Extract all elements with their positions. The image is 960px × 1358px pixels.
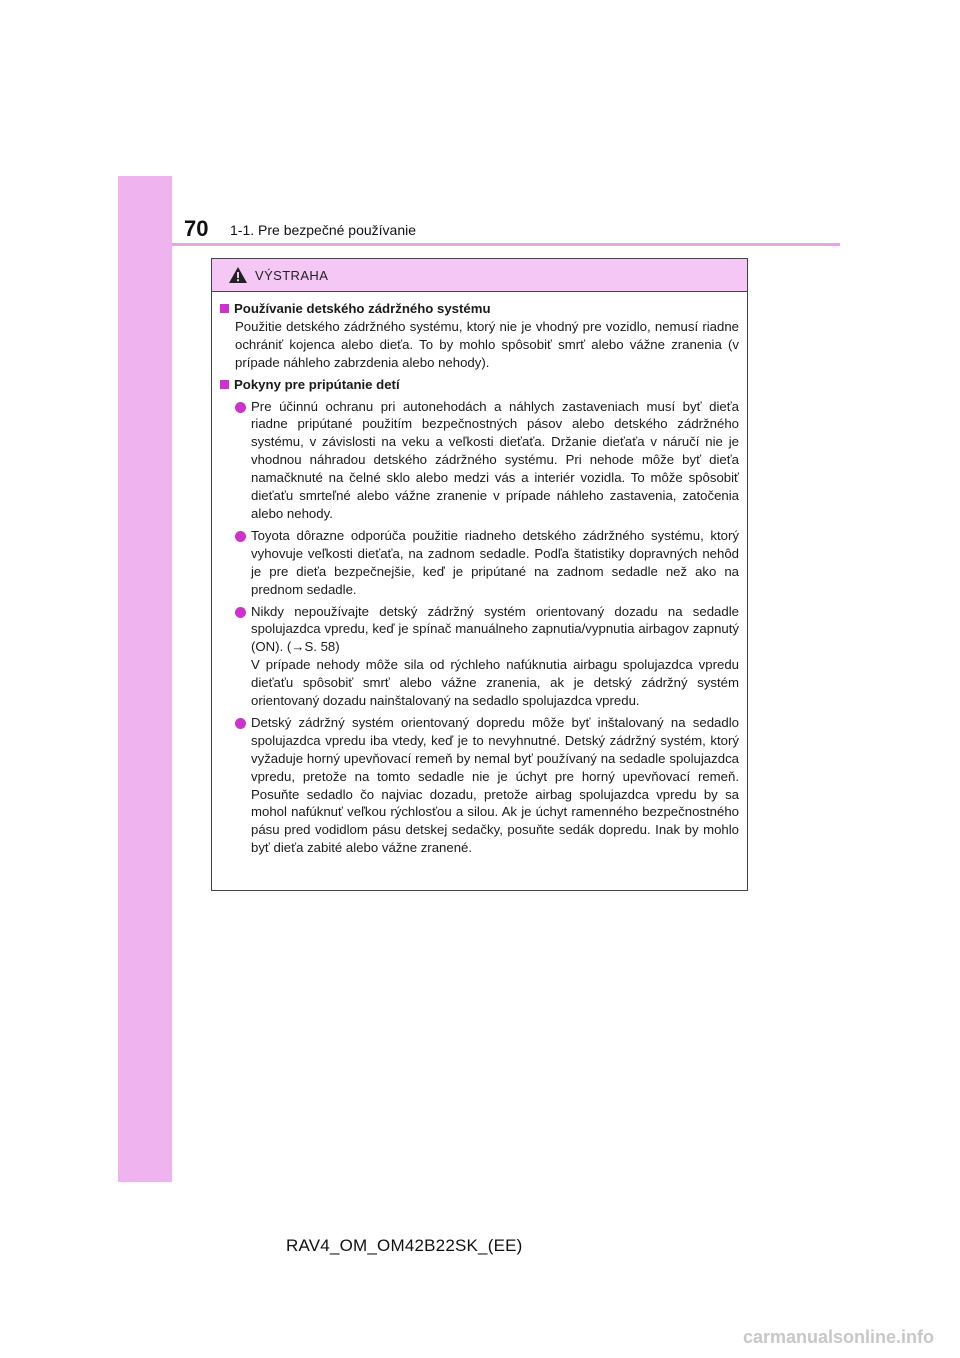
document-code: RAV4_OM_OM42B22SK_(EE) (286, 1236, 523, 1255)
list-item-text: Detský zádržný systém orientovaný dopredu môže byť inštalovaný na sedadlo spolujazdca vpredu iba vtedy, keď je to nevyhnutné. Detský zádržný systém, ktorý vyžaduje horný upevňovací remeň by nemal byť používaný na sedadle spolujazdca vpredu, pretože na tomto sedadle nie je úchyt pre horný upevňovací remeň. Posuňte sedadlo čo najviac dozadu, pretože airbag spolujazdca vpredu by sa mohol nafúknuť veľkou rýchlosťou a silou. Ak je úchyt ramenného bezpečnostného pásu pred vodidlom pásu detskej sedačky, posuňte sedák dopredu. Inak by mohlo byť dieťa zabité alebo vážne zranené. (251, 714, 739, 856)
list-item-text: Nikdy nepoužívajte detský zádržný systém orientovaný dozadu na sedadle spolujazdca vpredu, keď je spínač manuálneho zapnutia/vypnutia airbagov zapnutý (ON). (→S. 58) V prípade nehody môže sila od rýchleho nafúknutia airbagu spolujazdca vpredu dieťaťu spôsobiť smrť alebo vážne zranenia, ak je detský zádržný systém orientovaný dozadu nainštalovaný na sedadlo spolujazdca vpredu. (251, 603, 739, 709)
header-divider (172, 243, 840, 246)
page-number: 70 (184, 216, 209, 241)
section-heading-text: Pokyny pre pripútanie detí (234, 376, 400, 392)
circle-bullet-icon (235, 718, 246, 729)
section-heading-text: Používanie detského zádržného systému (234, 301, 491, 316)
section-heading-child-restraint-use (220, 300, 739, 318)
square-bullet-icon (220, 380, 229, 389)
warning-box (211, 258, 748, 891)
warning-body (212, 292, 747, 857)
list-item-text: Pre účinnú ochranu pri autonehodách a náhlych zastaveniach musí byť dieťa riadne pripútané použitím bezpečnostných pásov alebo detského zádržného systému, v závislosti na veku a veľkosti dieťaťa. Držanie dieťaťa v náručí nie je vhodnou náhradou detského zádržného systému. Pri nehode môže byť dieťa namačknuté na čelné sklo alebo medzi vás a interiér vozidla. To môže spôsobiť dieťaťu smrteľné alebo vážne zranenie v prípade náhleho zastavenia, zatočenia alebo nehody. (251, 398, 739, 521)
warning-header (212, 259, 747, 292)
list-item-text: Toyota dôrazne odporúča použitie riadneho detského zádržného systému, ktorý vyhovuje veľkosti dieťaťa, na zadnom sedadle. Podľa štatistiky dopravných nehôd je pre dieťa bezpečnejšie, keď je pripútané na zadnom sedadle než ako na prednom sedadle. (251, 527, 739, 597)
section-heading-child-fastening (220, 376, 739, 394)
list-item (220, 398, 739, 523)
list-item (220, 527, 739, 599)
instruction-list (220, 398, 739, 858)
circle-bullet-icon (235, 607, 246, 618)
warning-triangle-icon (228, 266, 248, 284)
list-item (220, 714, 739, 857)
warning-title: VÝSTRAHA (255, 267, 329, 283)
watermark: carmanualsonline.info (743, 1327, 935, 1347)
section-paragraph: Použitie detského zádržného systému, ktorý nie je vhodný pre vozidlo, nemusí riadne ochrániť kojenca alebo dieťa. To by mohlo spôsobiť smrť alebo vážne zranenia (v prípade náhleho zabrzdenia alebo nehody). (235, 318, 739, 370)
list-item (220, 603, 739, 710)
square-bullet-icon (220, 304, 229, 313)
section-title: 1-1. Pre bezpečné používanie (230, 222, 417, 238)
circle-bullet-icon (235, 402, 246, 413)
circle-bullet-icon (235, 531, 246, 542)
chapter-tab-bar (118, 176, 172, 1182)
